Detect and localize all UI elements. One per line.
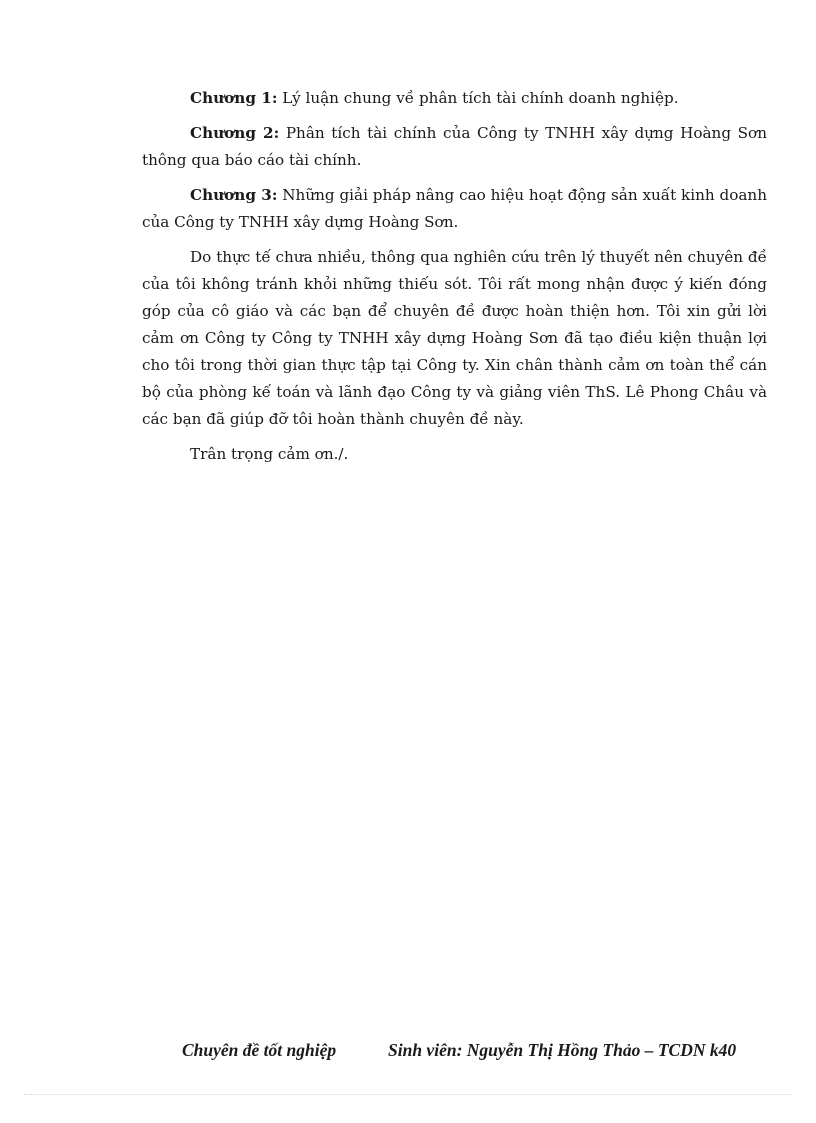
chapter-3-paragraph bbox=[142, 182, 767, 236]
chapter-2-label: Chương 2: bbox=[190, 124, 280, 142]
chapter-3-text: Những giải pháp nâng cao hiệu hoạt động sản xuất kinh doanh của Công ty TNHH xây dựng Hoàng Sơn. bbox=[142, 186, 767, 231]
acknowledgement-text: Do thực tế chưa nhiều, thông qua nghiên cứu trên lý thuyết nên chuyên đề của tôi không tránh khỏi những thiếu sót. Tôi rất mong nhận được ý kiến đóng góp của cô giáo và các bạn để chuyên đề được hoàn thiện hơn. Tôi xin gửi lời cảm ơn Công ty Công ty TNHH xây dựng Hoàng Sơn đã tạo điều kiện thuận lợi cho tôi trong thời gian thực tập tại Công ty. Xin chân thành cảm ơn toàn thể cán bộ của phòng kế toán và lãnh đạo Công ty và giảng viên ThS. Lê Phong Châu và các bạn đã giúp đỡ tôi hoàn thành chuyên đề này. bbox=[142, 248, 767, 428]
closing-text: Trân trọng cảm ơn./. bbox=[190, 445, 349, 463]
footer-title: Chuyên đề tốt nghiệp bbox=[182, 1040, 337, 1060]
page-bottom-divider bbox=[24, 1094, 792, 1095]
chapter-1-text: Lý luận chung về phân tích tài chính doanh nghiệp. bbox=[277, 89, 679, 107]
acknowledgement-paragraph bbox=[142, 244, 767, 433]
chapter-2-paragraph bbox=[142, 120, 767, 174]
chapter-3-label: Chương 3: bbox=[190, 186, 278, 204]
chapter-2-text: Phân tích tài chính của Công ty TNHH xây dựng Hoàng Sơn thông qua báo cáo tài chính. bbox=[142, 124, 767, 169]
chapter-1-paragraph bbox=[142, 85, 767, 112]
body-text bbox=[142, 85, 767, 476]
footer-author: Sinh viên: Nguyễn Thị Hồng Thảo – TCDN k40 bbox=[388, 1040, 737, 1060]
closing-paragraph bbox=[142, 441, 767, 468]
chapter-1-label: Chương 1: bbox=[190, 89, 278, 107]
